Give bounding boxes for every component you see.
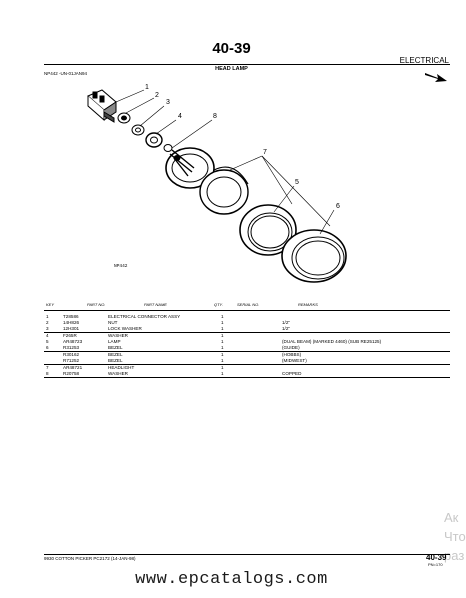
row-qty: 1 bbox=[221, 326, 224, 331]
watermark-text bbox=[444, 508, 466, 565]
row-qty: 1 bbox=[221, 371, 224, 376]
row-remarks: (MIDWEST) bbox=[282, 358, 307, 363]
row-key: 3 bbox=[46, 326, 49, 331]
row-qty: 1 bbox=[221, 345, 224, 350]
row-part-no: AR48723 bbox=[63, 339, 83, 344]
table-header-divider bbox=[44, 310, 450, 311]
callout-5: 5 bbox=[295, 179, 299, 186]
electrical-connector-part bbox=[88, 90, 116, 122]
row-qty: 1 bbox=[221, 320, 224, 325]
row-key: 7 bbox=[46, 365, 49, 370]
row-part-no: T28586 bbox=[63, 314, 79, 319]
row-part-no: 14H826 bbox=[63, 320, 80, 325]
lock-washer-part bbox=[132, 125, 144, 135]
watermark-line: раз bbox=[444, 548, 465, 563]
header-part-no: PART NO. bbox=[87, 302, 106, 307]
row-qty: 1 bbox=[221, 339, 224, 344]
row-qty: 1 bbox=[221, 333, 224, 338]
row-remarks: 1/2" bbox=[282, 326, 291, 331]
row-part-no: R30162 bbox=[63, 352, 80, 357]
callout-2: 2 bbox=[155, 92, 159, 99]
row-part-no: 12H301 bbox=[63, 326, 80, 331]
reference-code: NP442 -UN-01JAN94 bbox=[44, 71, 88, 76]
header-key: KEY bbox=[46, 302, 55, 307]
row-part-name: BEZEL bbox=[108, 358, 123, 363]
watermark-line: Ак bbox=[444, 510, 459, 525]
parts-table-header bbox=[44, 301, 450, 309]
row-key: 5 bbox=[46, 339, 49, 344]
row-part-name: BEZEL bbox=[108, 345, 123, 350]
watermark-line: Что bbox=[444, 529, 466, 544]
row-part-no: R20758 bbox=[63, 371, 80, 376]
row-key: 4 bbox=[46, 333, 49, 338]
header-divider bbox=[44, 64, 450, 65]
row-part-name: LOCK WASHER bbox=[108, 326, 142, 331]
table-row bbox=[44, 371, 450, 378]
section-name: ELECTRICAL bbox=[399, 56, 449, 65]
row-part-no: F265R bbox=[63, 333, 77, 338]
row-part-name: WASHER bbox=[108, 333, 128, 338]
callout-1: 1 bbox=[145, 84, 149, 91]
row-part-no: AR48721 bbox=[63, 365, 83, 370]
footer-page-number: 40-39 bbox=[426, 553, 447, 562]
row-part-name: BEZEL bbox=[108, 352, 123, 357]
table-row bbox=[44, 345, 450, 352]
row-key: 8 bbox=[46, 371, 49, 376]
row-part-no: R71252 bbox=[63, 358, 80, 363]
row-key: 1 bbox=[46, 314, 49, 319]
header-part-name: PART NAME bbox=[144, 302, 167, 307]
row-qty: 1 bbox=[221, 352, 224, 357]
row-part-name: WASHER bbox=[108, 371, 128, 376]
page-number: 40-39 bbox=[212, 40, 251, 57]
header-serial-no: SERIAL NO. bbox=[237, 302, 260, 307]
row-qty: 1 bbox=[221, 365, 224, 370]
row-remarks: (HOBBS) bbox=[282, 352, 302, 357]
website-link[interactable]: www.epcatalogs.com bbox=[135, 570, 328, 589]
callout-8: 8 bbox=[213, 113, 217, 120]
callout-6: 6 bbox=[336, 203, 340, 210]
row-remarks: 1/2" bbox=[282, 320, 291, 325]
row-remarks: (GUIDE) bbox=[282, 345, 300, 350]
washer-part bbox=[146, 133, 162, 147]
head-lamp-exploded-diagram bbox=[44, 80, 364, 280]
bezel-part bbox=[282, 230, 346, 282]
copper-washer-part bbox=[164, 145, 172, 152]
row-part-name: HEADLIGHT bbox=[108, 365, 135, 370]
row-qty: 1 bbox=[221, 314, 224, 319]
row-key: 2 bbox=[46, 320, 49, 325]
callout-3: 3 bbox=[166, 99, 170, 106]
row-key: 6 bbox=[46, 345, 49, 350]
table-row bbox=[44, 326, 450, 333]
table-row bbox=[44, 358, 450, 365]
direction-arrow-icon bbox=[424, 70, 448, 84]
header-remarks: REMARKS bbox=[298, 302, 318, 307]
row-part-name: ELECTRICAL CONNECTOR ASSY bbox=[108, 314, 181, 319]
footer-model-info: 9930 COTTON PICKER PC2172 (14-JAN-98) bbox=[44, 556, 136, 561]
header-qty: QTY. bbox=[214, 302, 223, 307]
row-part-no: R31253 bbox=[63, 345, 80, 350]
row-part-name: NUT bbox=[108, 320, 118, 325]
callout-4: 4 bbox=[178, 113, 182, 120]
row-remarks: COPPED bbox=[282, 371, 302, 376]
illustration-code: NP442 bbox=[114, 264, 128, 269]
group-title: HEAD LAMP bbox=[215, 66, 248, 72]
footer-code: PN=170 bbox=[428, 562, 443, 567]
callout-7: 7 bbox=[263, 149, 267, 156]
row-qty: 1 bbox=[221, 358, 224, 363]
row-part-name: LAMP bbox=[108, 339, 121, 344]
footer-divider bbox=[44, 554, 450, 555]
row-remarks: (DUAL BEAM) (MARKED 4460) (SUB RE25125) bbox=[282, 339, 382, 344]
